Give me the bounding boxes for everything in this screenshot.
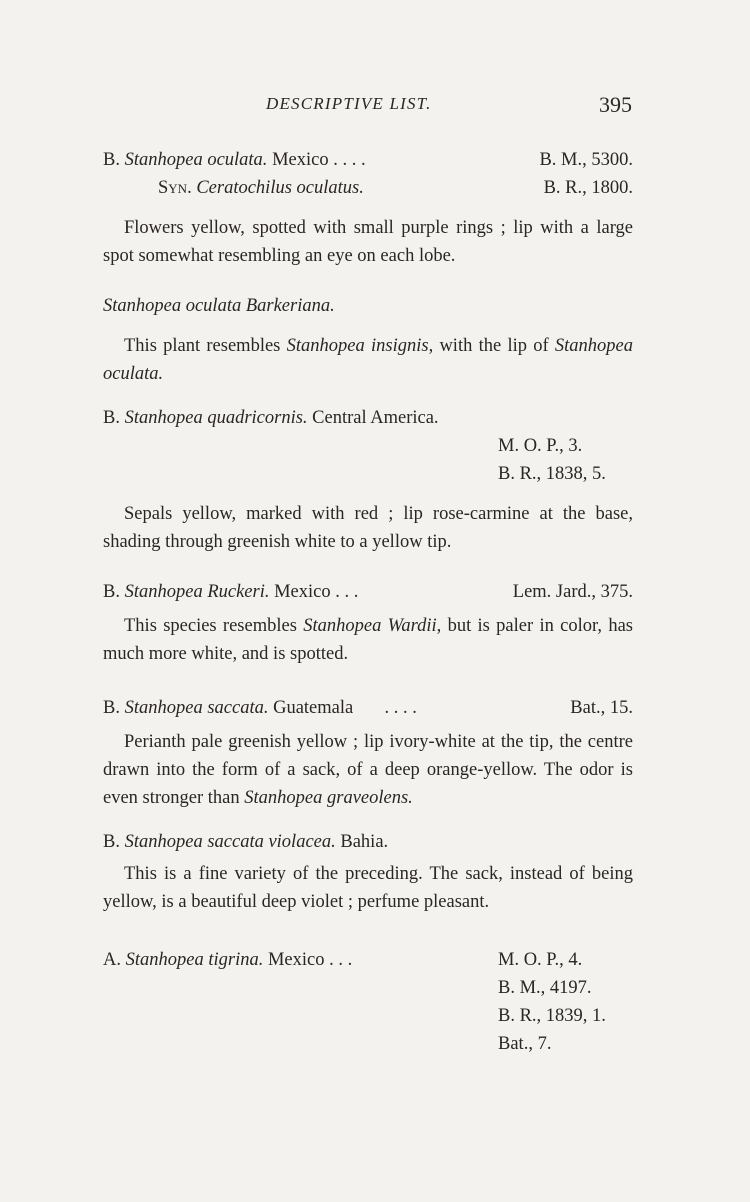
reference: B. M., 4197.: [498, 978, 592, 998]
locality: Bahia.: [340, 832, 389, 852]
page-header: [0, 92, 750, 126]
reference-line: [103, 460, 633, 488]
reference: Lem. Jard., 375.: [512, 582, 633, 602]
species-reference-italic: Stanhopea oculata.: [103, 336, 634, 384]
synonym-reference: B. R., 1800.: [543, 178, 633, 198]
grade: B.: [103, 698, 120, 718]
reference: M. O. P., 4.: [498, 950, 583, 970]
entry-heading-violacea: [103, 828, 633, 856]
description-violacea: This is a fine variety of the preceding. The sack, instead of being yellow, is a beautiful deep violet ; perfume pleasant.: [103, 864, 633, 912]
main-text: [103, 146, 633, 1058]
locality: Mexico: [272, 150, 329, 170]
reference: B. R., 1838, 5.: [498, 464, 606, 484]
synonym-label: Syn.: [158, 178, 192, 198]
species-name: Stanhopea saccata.: [124, 698, 269, 718]
locality: Guatemala: [273, 698, 354, 718]
variety-name: Stanhopea saccata violacea.: [124, 832, 336, 852]
entry-heading-saccata: [103, 694, 633, 722]
reference: B. M., 5300.: [539, 150, 633, 170]
leader-dots: . . . .: [333, 150, 366, 170]
entry-heading-tigrina: [103, 946, 633, 974]
description-saccata: Perianth pale greenish yellow ; lip ivory-white at the tip, the centre drawn into the form of a sack, of a deep orange-yellow. The odor is even stronger than Stanhopea graveolens.: [103, 732, 633, 808]
entry-heading-barkeriana: [103, 292, 633, 320]
reference-line: [103, 432, 633, 460]
species-reference-italic: Stanhopea Wardii: [303, 616, 437, 636]
locality: Central America.: [312, 408, 439, 428]
locality: Mexico: [267, 950, 325, 970]
locality: Mexico: [274, 582, 331, 602]
leader-dots: . . . .: [384, 698, 417, 718]
grade: A.: [103, 950, 121, 970]
synonym-name: Ceratochilus oculatus.: [196, 178, 364, 198]
running-head: DESCRIPTIVE LIST.: [266, 94, 432, 113]
reference-line: [103, 974, 633, 1002]
grade: B.: [103, 582, 120, 602]
description-oculata: Flowers yellow, spotted with small purple rings ; lip with a large spot somewhat resembling an eye on each lobe.: [103, 218, 633, 266]
entry-heading-quadricornis: [103, 404, 633, 432]
description-ruckeri: This species resembles Stanhopea Wardii, but is paler in color, has much more white, and is spotted.: [103, 616, 634, 664]
leader-dots: . . .: [335, 582, 359, 602]
entry-heading-ruckeri: [103, 578, 633, 606]
reference: Bat., 7.: [498, 1034, 552, 1054]
leader-dots: . . .: [329, 950, 353, 970]
species-name: Stanhopea quadricornis.: [124, 408, 308, 428]
page-number: 395: [599, 92, 632, 117]
description-barkeriana: This plant resembles Stanhopea insignis, with the lip of Stanhopea oculata.: [103, 336, 634, 384]
grade: B.: [103, 150, 120, 170]
variety-name: Stanhopea oculata Barkeriana.: [103, 296, 335, 316]
grade: B.: [103, 832, 120, 852]
entry-heading-oculata: [103, 146, 633, 174]
species-reference-italic: Stanhopea graveolens.: [244, 788, 413, 808]
synonym-line: [103, 174, 633, 202]
grade: B.: [103, 408, 120, 428]
species-name: Stanhopea oculata.: [124, 150, 268, 170]
species-reference-italic: Stanhopea insignis: [286, 336, 429, 356]
species-name: Stanhopea tigrina.: [125, 950, 264, 970]
reference: B. R., 1839, 1.: [498, 1006, 606, 1026]
reference: M. O. P., 3.: [498, 436, 583, 456]
reference: Bat., 15.: [570, 698, 633, 718]
species-name: Stanhopea Ruckeri.: [124, 582, 270, 602]
reference-line: [103, 1030, 633, 1058]
description-quadricornis: Sepals yellow, marked with red ; lip rose-carmine at the base, shading through greenish white to a yellow tip.: [103, 504, 633, 552]
reference-line: [103, 1002, 633, 1030]
